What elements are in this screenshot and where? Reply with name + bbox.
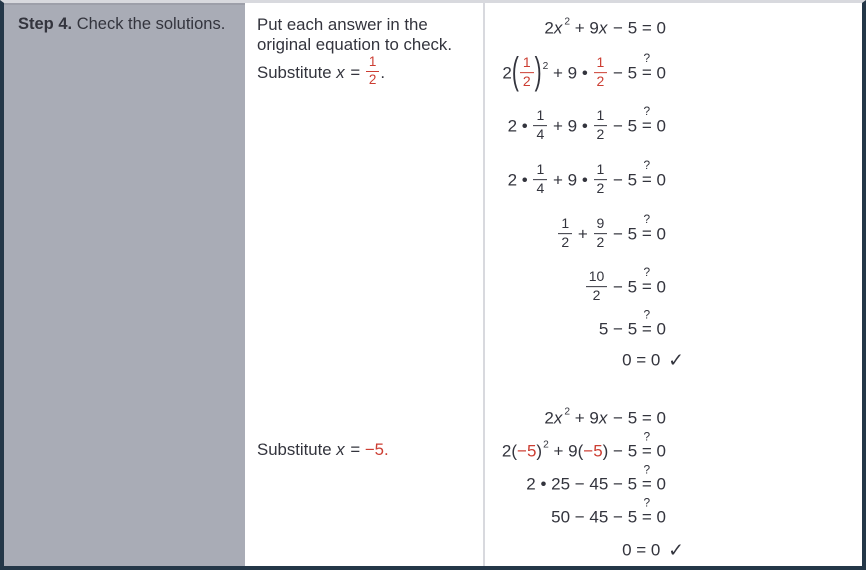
equation-line: 0 = 0 ✓: [622, 350, 684, 372]
question-equals-icon: ? =: [641, 51, 652, 83]
variable-x: x: [553, 408, 563, 428]
equals-sign: =: [345, 63, 365, 83]
equation-line: $\frac{10}{2}$ − 5 ? = 0: [585, 271, 666, 305]
variable-x: x: [553, 18, 563, 38]
substitute-prefix: Substitute: [257, 440, 337, 459]
fraction: $\frac{1}{2}$: [558, 216, 572, 250]
substitute-value: −5.: [364, 440, 389, 459]
fraction: $\frac{1}{2}$: [520, 55, 534, 89]
fraction: $\frac{1}{4}$: [533, 108, 547, 142]
equation-line: 2( $\frac{1}{2}$ )$^2$ + 9 • $\frac{1}{2}$ − 5 ? = 0: [502, 51, 666, 93]
question-equals-icon: ? =: [641, 462, 652, 494]
question-equals-icon: ? =: [641, 212, 652, 244]
instruction-text: Put each answer in the original equation to check.: [257, 15, 452, 54]
exponent: 2: [543, 439, 549, 451]
equation-line: 50 − 45 − 5 ? = 0: [551, 495, 666, 527]
substitute-prefix: Substitute: [257, 63, 337, 83]
step-description: Check the solutions.: [76, 15, 226, 33]
explanation-cell: [245, 3, 485, 566]
check-icon: ✓: [668, 350, 684, 372]
variable-x: x: [598, 408, 608, 428]
substitute-one-half: [257, 54, 473, 90]
fraction: $\frac{1}{2}$: [594, 162, 608, 196]
variable-x: x: [598, 18, 608, 38]
period: .: [380, 63, 385, 83]
equation-line: $\frac{1}{2}$ + $\frac{9}{2}$ − 5 ? = 0: [557, 218, 666, 252]
close-paren: ): [534, 51, 542, 93]
equation-line: 2 • $\frac{1}{4}$ + 9 • $\frac{1}{2}$ − 5 ? = 0: [507, 104, 666, 142]
fraction: $\frac{1}{2}$: [594, 55, 608, 89]
equation-line: 2 • $\frac{1}{4}$ + 9 • $\frac{1}{2}$ − 5 ? = 0: [507, 158, 666, 196]
highlighted-value: −5: [517, 441, 537, 461]
fraction: $\frac{1}{2}$: [594, 108, 608, 142]
equation-line: 2 • 25 − 45 − 5 ? = 0: [526, 462, 666, 494]
question-equals-icon: ? =: [641, 104, 652, 136]
step-number: Step 4.: [18, 15, 73, 33]
math-cell: [485, 3, 862, 566]
equation-line: $2(-5)^2 + 9(-5) - 5$ ? = 0: [501, 429, 666, 461]
equation-line: 2x $^2$ + 9x − 5 = 0: [544, 406, 666, 428]
fraction: $\frac{1}{2}$: [366, 55, 380, 88]
question-equals-icon: ? =: [641, 429, 652, 461]
check-icon: ✓: [668, 540, 684, 562]
fraction: $\frac{1}{4}$: [533, 162, 547, 196]
exponent: 2: [564, 406, 570, 418]
step-heading: [18, 15, 237, 35]
variable-x: x: [336, 63, 345, 83]
exponent: 2: [542, 61, 549, 73]
question-equals-icon: ? =: [641, 158, 652, 190]
question-equals-icon: ? =: [641, 265, 652, 297]
question-equals-icon: ? =: [641, 495, 652, 527]
equation-line: 0 = 0 ✓: [622, 540, 684, 562]
substitute-negative-five: [257, 440, 389, 460]
equation-line: 5 − 5 ? = 0: [598, 307, 666, 339]
highlighted-value: −5: [583, 441, 603, 461]
equation-line: 2x $^2$ + 9x − 5 = 0: [544, 16, 666, 38]
fraction: $\frac{10}{2}$: [586, 269, 608, 303]
step-cell: [4, 3, 245, 566]
fraction: $\frac{9}{2}$: [594, 216, 608, 250]
variable-x: x: [336, 440, 345, 459]
exponent: 2: [564, 16, 570, 28]
equals-sign: =: [345, 440, 365, 459]
question-equals-icon: ? =: [641, 307, 652, 339]
open-paren: (: [511, 51, 519, 93]
